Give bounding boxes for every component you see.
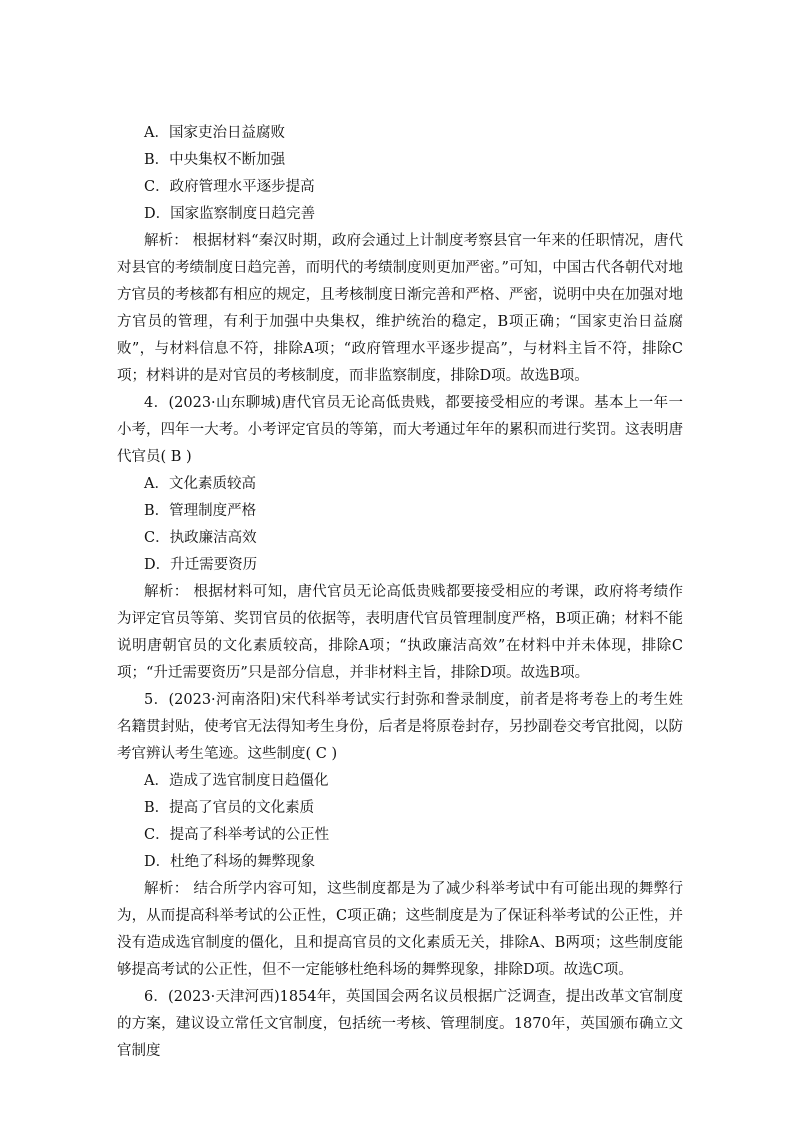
option-d: D．杜绝了科场的舞弊现象: [144, 854, 316, 870]
question-6-section: [117, 984, 683, 1065]
option-a: A．国家吏治日益腐败: [144, 125, 285, 141]
option-b: B．管理制度严格: [144, 503, 257, 519]
option-b: B．中央集权不断加强: [144, 152, 286, 168]
option-c: C．政府管理水平逐步提高: [144, 179, 315, 195]
option-c: C．执政廉洁高效: [144, 530, 257, 546]
analysis-paragraph: 解析： 根据材料“秦汉时期，政府会通过上计制度考察县官一年来的任职情况，唐代对县官的考绩制度日趋完善，而明代的考绩制度则更加严密。”可知，中国古代各朝代对地方官员的考核都有相应的规定，且考核制度日渐完善和严格、严密，说明中央在加强对地方官员的管理，有利于加强中央集权，维护统治的稳定，B项正确；“国家吏治日益腐败”，与材料信息不符，排除A项；“政府管理水平逐步提高”，与材料主旨不符，排除C项；材料讲的是对官员的考核制度，而非监察制度，排除D项。故选B项。: [117, 233, 683, 384]
question-5-section: [117, 687, 683, 984]
document-page: [117, 120, 683, 1065]
option-a: A．造成了选官制度日趋僵化: [144, 773, 329, 789]
analysis-paragraph: 解析： 结合所学内容可知，这些制度都是为了减少科举考试中有可能出现的舞弊行为，从而提高科举考试的公正性，C项正确；这些制度是为了保证科举考试的公正性，并没有造成选官制度的僵化，且和提高官员的文化素质无关，排除A、B两项；这些制度能够提高考试的公正性，但不一定能够杜绝科场的舞弊现象，排除D项。故选C项。: [117, 881, 683, 978]
question-stem: 4．(2023·山东聊城)唐代官员无论高低贵贱，都要接受相应的考课。基本上一年一小考，四年一大考。小考评定官员的等第，而大考通过年年的累积而进行奖罚。这表明唐代官员( B ): [117, 395, 683, 465]
question-3-section: [117, 120, 683, 390]
question-stem: 6．(2023·天津河西)1854年，英国国会两名议员根据广泛调查，提出改革文官制度的方案，建议设立常任文官制度，包括统一考核、管理制度。1870年，英国颁布确立文官制度: [117, 989, 683, 1059]
option-d: D．国家监察制度日趋完善: [144, 206, 316, 222]
option-a: A．文化素质较高: [144, 476, 256, 492]
option-c: C．提高了科举考试的公正性: [144, 827, 330, 843]
option-d: D．升迁需要资历: [144, 557, 258, 573]
question-stem: 5．(2023·河南洛阳)宋代科举考试实行封弥和誊录制度，前者是将考卷上的考生姓名籍贯封贴，使考官无法得知考生身份，后者是将原卷封存，另抄副卷交考官批阅，以防考官辨认考生笔迹。这些制度( C ): [117, 692, 683, 762]
analysis-paragraph: 解析： 根据材料可知，唐代官员无论高低贵贱都要接受相应的考课，政府将考绩作为评定官员等第、奖罚官员的依据等，表明唐代官员管理制度严格，B项正确；材料不能说明唐朝官员的文化素质较高，排除A项；“执政廉洁高效”在材料中并未体现，排除C项；“升迁需要资历”只是部分信息，并非材料主旨，排除D项。故选B项。: [117, 584, 683, 681]
option-b: B．提高了官员的文化素质: [144, 800, 315, 816]
question-4-section: [117, 390, 683, 687]
